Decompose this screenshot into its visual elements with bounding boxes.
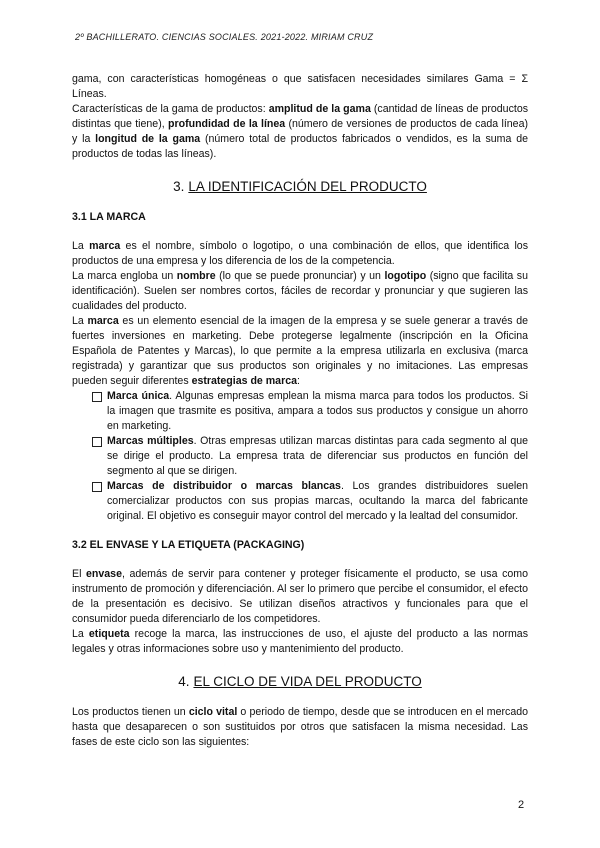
marca-paragraph-2: La marca engloba un nombre (lo que se puede pronunciar) y un logotipo (signo que facilita su identificación). Suelen ser nombres cortos, fáciles de recordar y pronunciar y que sugieren las cualidades del producto. [72, 270, 528, 312]
intro-paragraph-2: Características de la gama de productos: amplitud de la gama (cantidad de líneas de productos distintas que tiene), profundidad de la línea (número de versiones de productos de cada línea) y la longitud de la gama (número total de productos fabricados o vendidos, es la suma de productos de todas las líneas). [72, 103, 529, 160]
page-number: 2 [518, 799, 525, 811]
envase-paragraph: El envase, además de servir para contener y proteger físicamente el producto, se usa como instrumento de promoción y diferenciación. Al ser lo primero que percibe el consumidor, el efecto de la presentación es decisivo. Se utilizan diseños atractivos y funcionales para que el consumidor pueda diferenciarlo de los competidores. [72, 568, 529, 625]
subsection-3-2-heading: 3.2 EL ENVASE Y LA ETIQUETA (PACKAGING) [72, 539, 305, 551]
ciclo-paragraph: Los productos tienen un ciclo vital o periodo de tiempo, desde que se introducen en el mercado hasta que desaparecen o son sustituidos por otros que satisfacen la misma necesidad. Las fases de este ciclo son las siguientes: [72, 706, 529, 748]
page-body [72, 72, 528, 750]
checkbox-icon [92, 392, 102, 402]
list-item: Marcas múltiples. Otras empresas utilizan marcas distintas para cada segmento al que se dirige el producto. La empresa trata de diferenciar sus productos en función del segmento al que se dirigen. [92, 434, 528, 479]
checkbox-icon [92, 482, 102, 492]
intro-paragraph-1: gama, con características homogéneas o que satisfacen necesidades similares Gama = Σ Líneas. [72, 73, 528, 100]
section-4-heading: 4. EL CICLO DE VIDA DEL PRODUCTO [178, 674, 422, 689]
section-3-heading: 3. LA IDENTIFICACIÓN DEL PRODUCTO [173, 179, 427, 194]
list-item: Marca única. Algunas empresas emplean la misma marca para todos los productos. Si la imagen que trasmite es positiva, ampara a todos sus productos y consigue un ahorro en marketing. [92, 389, 528, 434]
checkbox-icon [92, 437, 102, 447]
marca-paragraph-1: La marca es el nombre, símbolo o logotipo, o una combinación de ellos, que identifica los productos de una empresa y los diferencia de los de la competencia. [72, 240, 528, 267]
subsection-3-1-heading: 3.1 LA MARCA [72, 211, 146, 223]
list-item: Marcas de distribuidor o marcas blancas. Los grandes distribuidores suelen comercializar productos con sus propias marcas, ocultando la marca del fabricante original. El objetivo es conseguir mayor control del mercado y la lealtad del consumidor. [92, 479, 528, 524]
brand-strategy-list [72, 389, 528, 524]
page-header: 2º BACHILLERATO. CIENCIAS SOCIALES. 2021-2022. MIRIAM CRUZ [75, 32, 374, 42]
etiqueta-paragraph: La etiqueta recoge la marca, las instrucciones de uso, el ajuste del producto a las normas legales y otras informaciones sobre uso y mantenimiento del producto. [72, 628, 528, 655]
marca-paragraph-3: La marca es un elemento esencial de la imagen de la empresa y se suele generar a través de fuertes inversiones en marketing. Debe protegerse legalmente (inscripción en la Oficina Española de Patentes y Marcas), lo que permite a la empresa utilizarla en exclusiva (marca registrada) y garantizar que sus productos son originales y no imitaciones. Las empresas pueden seguir diferentes estrategias de marca: [72, 315, 528, 387]
